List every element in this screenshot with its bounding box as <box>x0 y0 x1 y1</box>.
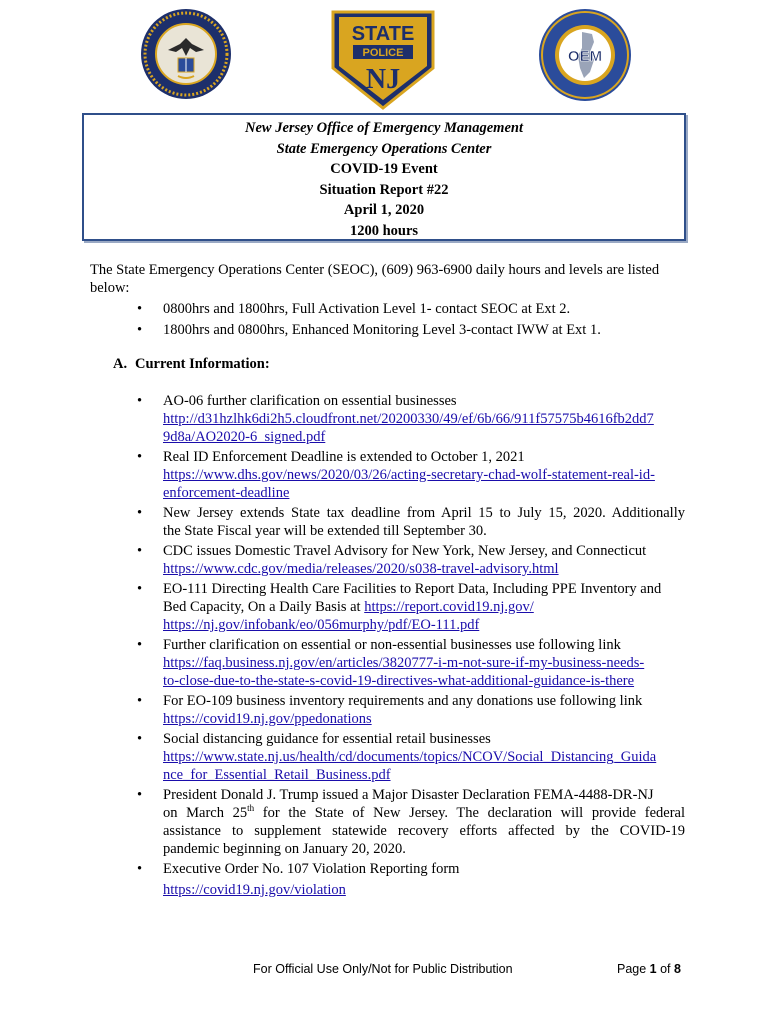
report-time: 1200 hours <box>349 222 419 239</box>
svg-text:POLICE: POLICE <box>362 47 404 59</box>
header-logos <box>0 8 770 108</box>
page-number: Page 1 of 8 <box>617 962 681 976</box>
intro-line: below: <box>90 279 130 296</box>
agency-title: New Jersey Office of Emergency Management <box>245 120 523 136</box>
nj-state-seal-icon <box>140 8 232 100</box>
link[interactable]: https://report.covid19.nj.gov/ <box>364 599 534 615</box>
list-item: • President Donald J. Trump issued a Major Disaster Declaration FEMA-4488-DR-NJ on March 25th for the State of New Jersey. The declaration will provide federal assistance to supplement statewide recovery efforts affected by the COVID-19 pandemic beginning on January 20, 2020. <box>137 786 685 858</box>
svg-text:NJ: NJ <box>365 64 401 95</box>
hours-item: • 1800hrs and 0800hrs, Enhanced Monitoring Level 3-contact IWW at Ext 1. <box>137 322 690 340</box>
current-info-list <box>137 392 685 901</box>
intro-paragraph <box>90 262 690 342</box>
link[interactable]: https://www.state.nj.us/health/cd/documents/topics/NCOV/Social_Distancing_Guida <box>163 749 657 765</box>
list-item: • Real ID Enforcement Deadline is extended to October 1, 2021 https://www.dhs.gov/news/2020/03/26/acting-secretary-chad-wolf-statement-real-id- enforcement-deadline <box>137 448 685 502</box>
list-item: • Social distancing guidance for essential retail businesses https://www.state.nj.us/health/cd/documents/topics/NCOV/Social_Distancing_Guida nce_for_Essential_Retail_Business.pdf <box>137 730 685 784</box>
link[interactable]: https://faq.business.nj.gov/en/articles/3820777-i-m-not-sure-if-my-business-needs- <box>163 655 645 671</box>
section-title: Current Information: <box>135 356 270 372</box>
link[interactable]: https://nj.gov/infobank/eo/056murphy/pdf/EO-111.pdf <box>163 617 480 633</box>
link[interactable]: http://d31hzlhk6di2h5.cloudfront.net/20200330/49/ef/6b/66/911f57575b4616fb2dd7 <box>163 411 654 427</box>
nj-state-police-icon <box>331 10 435 110</box>
list-item: • CDC issues Domestic Travel Advisory for New York, New Jersey, and Connecticut https://www.cdc.gov/media/releases/2020/s038-travel-advisory.html <box>137 542 685 578</box>
list-item: • Further clarification on essential or non-essential businesses use following link https://faq.business.nj.gov/en/articles/3820777-i-m-not-sure-if-my-business-needs- to-close-due-to-the-state-s-covid-19-directives-what-additional-guidance-is-there <box>137 636 685 690</box>
list-item: • Executive Order No. 107 Violation Reporting form https://covid19.nj.gov/violation <box>137 860 685 899</box>
center-title: State Emergency Operations Center <box>276 140 492 157</box>
link[interactable]: https://covid19.nj.gov/violation <box>163 882 346 898</box>
svg-text:OEM: OEM <box>567 48 603 65</box>
list-item: • EO-111 Directing Health Care Facilities to Report Data, Including PPE Inventory and Bed Capacity, On a Daily Basis at https://report.covid19.nj.gov/ https://nj.gov/infobank/eo/056murphy/pdf/EO-111.pdf <box>137 580 685 634</box>
intro-line: The State Emergency Operations Center (SEOC), (609) 963-6900 daily hours and levels are listed <box>90 262 660 278</box>
link[interactable]: https://covid19.nj.gov/ppedonations <box>163 711 372 727</box>
link[interactable]: 9d8a/AO2020-6_signed.pdf <box>163 429 326 445</box>
footer-disclaimer: For Official Use Only/Not for Public Distribution <box>253 962 513 976</box>
hours-list <box>137 301 690 339</box>
event-title: COVID-19 Event <box>330 161 438 178</box>
hours-item: • 0800hrs and 1800hrs, Full Activation Level 1- contact SEOC at Ext 2. <box>137 301 690 319</box>
report-title-box <box>82 113 686 241</box>
report-date: April 1, 2020 <box>343 202 425 219</box>
nj-oem-icon <box>538 8 632 102</box>
section-letter: A. <box>113 356 128 372</box>
list-item: • For EO-109 business inventory requirements and any donations use following link https://covid19.nj.gov/ppedonations <box>137 692 685 728</box>
svg-text:STATE: STATE <box>351 23 415 45</box>
link[interactable]: enforcement-deadline <box>163 485 290 501</box>
link[interactable]: to-close-due-to-the-state-s-covid-19-directives-what-additional-guidance-is-there <box>163 673 635 689</box>
section-heading <box>113 356 270 373</box>
report-number: Situation Report #22 <box>319 181 449 198</box>
link[interactable]: nce_for_Essential_Retail_Business.pdf <box>163 767 391 783</box>
link[interactable]: https://www.dhs.gov/news/2020/03/26/acting-secretary-chad-wolf-statement-real-id- <box>163 467 655 483</box>
link[interactable]: https://www.cdc.gov/media/releases/2020/s038-travel-advisory.html <box>163 561 559 577</box>
list-item: • AO-06 further clarification on essential businesses http://d31hzlhk6di2h5.cloudfront.net/20200330/49/ef/6b/66/911f57575b4616fb2dd7 9d8a/AO2020-6_signed.pdf <box>137 392 685 446</box>
list-item: • New Jersey extends State tax deadline from April 15 to July 15, 2020. Additionally the State Fiscal year will be extended till September 30. <box>137 504 685 540</box>
